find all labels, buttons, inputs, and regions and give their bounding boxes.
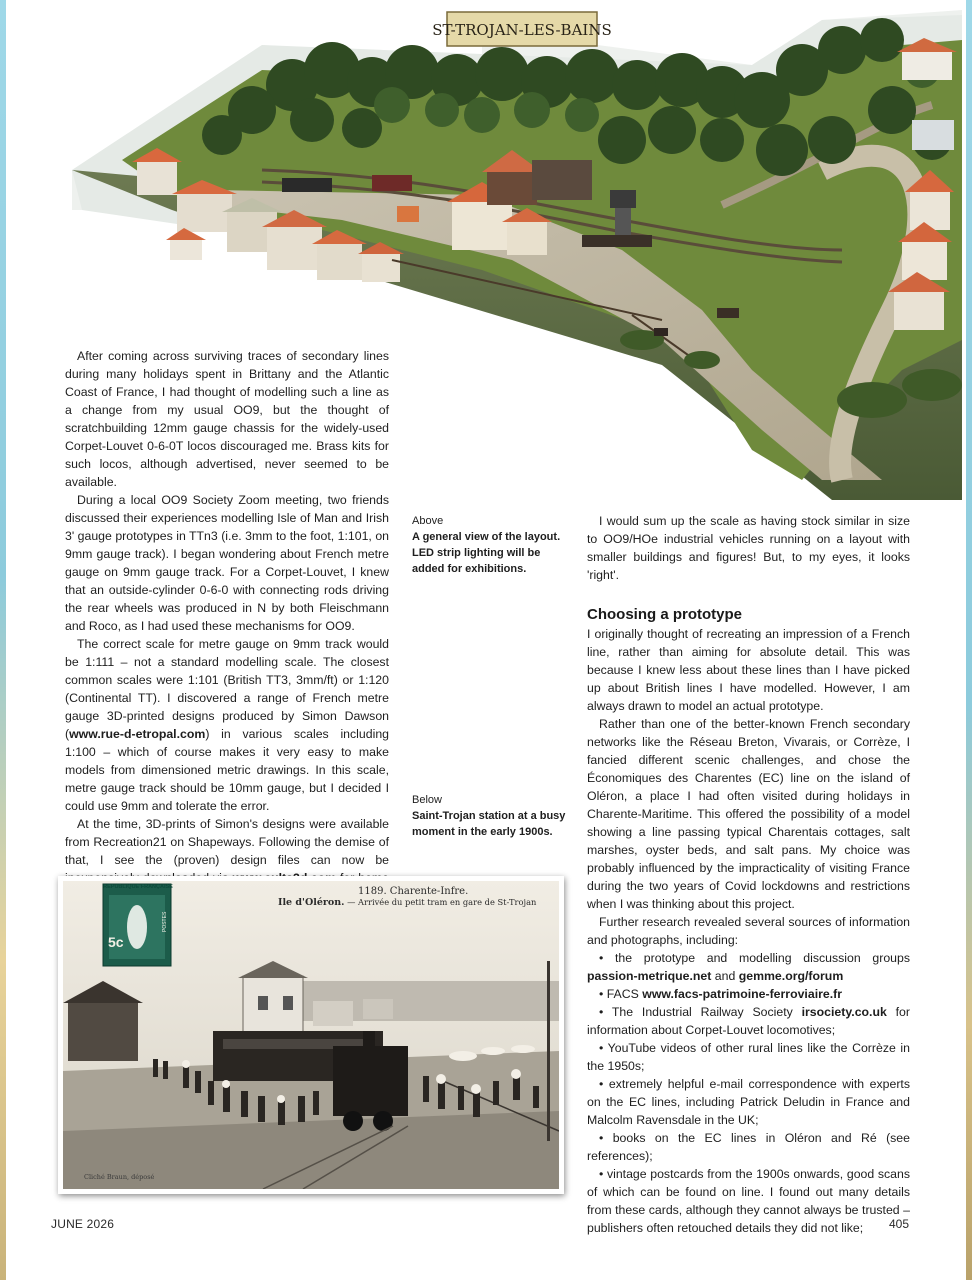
bullet-irs — [587, 1003, 910, 1039]
bullet-3-text: • The Industrial Railway Society — [599, 1005, 802, 1019]
footer-issue-date: JUNE 2026 — [51, 1217, 115, 1231]
bullet-1-and: and — [711, 969, 739, 983]
postcard-island: Ile d'Oléron. — [278, 897, 345, 908]
caption-below-text: Saint-Trojan station at a busy moment in the early 1900s. — [412, 810, 566, 838]
caption-above-text: A general view of the layout. LED strip lighting will be added for exhibitions. — [412, 531, 561, 575]
facs-link[interactable]: www.facs-patrimoine-ferroviaire.fr — [642, 987, 843, 1001]
right-paragraph-4: Further research revealed several sources of information and photographs, including: — [587, 915, 910, 947]
postcard-subtitle — [278, 897, 536, 908]
right-column — [587, 512, 910, 1237]
caption-above — [412, 513, 572, 577]
bullet-2-text: • FACS — [599, 987, 643, 1001]
page-edge-right — [966, 0, 972, 1280]
stamp-postes-text: POSTES — [162, 911, 168, 932]
bullet-postcards: • vintage postcards from the 1900s onwards, good scans of which can be found on line. I found out many details from these cards, although they cannot always be trusted – publishers often retouched details they did not like; — [587, 1167, 910, 1235]
stamp-value: 5c — [108, 934, 124, 950]
right-paragraph-3: Rather than one of the better-known French secondary networks like the Réseau Breton, Vivarais, or Corrèze, I fancied different scenic challenges, and chose the Économiques des Charentes (EC) line on the island of Oléron, a place I had often visited during holidays in Charente-Maritime. This offered the possibility of a model showing a line passing typical Charentais cottages, salt marshes, oyster beds, and salt pans. My choice was probably influenced by the impracticality of visiting France during the two years of Covid lockdowns and restrictions when I was thinking about this project. — [587, 717, 910, 911]
left-paragraph-4-a: At the time, 3D-prints of Simon's designs were available from Recreation21 on Shapeways. Following the demise of that, I see the (proven) design files can now be — [65, 817, 389, 867]
bullet-facs — [587, 985, 910, 1003]
layout-sign-text: ST-TROJAN-LES-BAINS — [432, 21, 612, 39]
passion-metrique-link[interactable]: passion-metrique.net — [587, 969, 712, 983]
postcard-subtitle-text: — Arrivée du petit tram en gare de St-Trojan — [344, 897, 537, 907]
left-paragraph-3 — [65, 635, 389, 815]
postcard-image — [63, 881, 559, 1189]
postcard-credit: Cliché Braun, déposé — [84, 1173, 155, 1181]
bullet-3-tail: for information about Corpet-Louvet locomotives; — [587, 1005, 910, 1037]
stamp-country-text: REPUBLIQUE FRANÇAISE — [103, 884, 173, 890]
right-paragraph-2: I originally thought of recreating an impression of a French line, rather than aiming for absolute detail. This was because I knew less about these lines than I have picked up about British lines I have modelled. However, I am always drawn to model an actual prototype. — [587, 627, 910, 713]
irsociety-link[interactable]: irsociety.co.uk — [801, 1005, 887, 1019]
postcard-title: 1189. Charente-Infre. — [358, 886, 469, 897]
left-paragraph-2: During a local OO9 Society Zoom meeting, two friends discussed their experiences modelling Isle of Man and Irish 3' gauge prototypes in TTn3 (i.e. 3mm to the foot, 1:101, on 9mm gauge track). I began wondering about French metre gauge on 9mm gauge track. For a Corpet-Louvet, I knew that an outside-cylinder 0-6-0 with connecting rods driving the rear wheels was produced in N by both Fleischmann and Roco, as I had used these mechanisms for OO9. — [65, 493, 389, 633]
bullet-email: • extremely helpful e-mail correspondence with experts on the EC lines, including Patrick Deludin in France and Malcolm Ravensdale in the UK; — [587, 1077, 910, 1127]
rue-d-etropal-link[interactable]: www.rue-d-etropal.com — [69, 727, 206, 741]
caption-above-label: Above — [412, 515, 444, 527]
caption-below-label: Below — [412, 794, 442, 806]
bullet-books: • books on the EC lines in Oléron and Ré (see references); — [587, 1131, 910, 1163]
left-paragraph-3-a: The correct scale for metre gauge on 9mm track would be 1:111 – not a standard modelling scale. The closest common scales were 1:101 (British TT3, 3mm/ft) or 1:120 (Continental TT). I discovered a range of French metre gauge 3D-printed designs produced by Simon Dawson ( — [65, 637, 389, 741]
bullet-youtube: • YouTube videos of other rural lines like the Corrèze in the 1950s; — [587, 1041, 910, 1073]
left-paragraph-3-b: ) in various scales including 1:100 – which of course makes it very easy to make models from dimensioned metric drawings. In this scale, metre gauge track should be 10mm gauge, but I decided I could use 9mm and tolerate the error. — [65, 727, 389, 813]
footer-page-number: 405 — [889, 1217, 910, 1231]
bullet-1-text: • the prototype and modelling discussion groups — [599, 951, 910, 965]
section-heading: Choosing a prototype — [587, 606, 742, 623]
page-edge-left — [0, 0, 6, 1280]
right-paragraph-1: I would sum up the scale as having stock similar in size to OO9/HOe industrial vehicles running on a layout with smaller buildings and figures! But, to my eyes, it looks 'right'. — [587, 514, 910, 582]
caption-below — [412, 792, 572, 840]
left-paragraph-1: After coming across surviving traces of secondary lines during many holidays spent in Brittany and the Atlantic Coast of France, I had thought of modelling such a line as a change from my usual OO9, but the thought of scratchbuilding 12mm gauge chassis for the widely-used Corpet-Louvet 0-6-0T locos discouraged me. Brass kits for such locos, although advertised, never seemed to be available. — [65, 349, 389, 489]
left-column — [65, 347, 389, 905]
postcard-photo — [58, 876, 564, 1194]
bullet-discussion-groups — [587, 949, 910, 985]
gemme-forum-link[interactable]: gemme.org/forum — [738, 969, 844, 983]
